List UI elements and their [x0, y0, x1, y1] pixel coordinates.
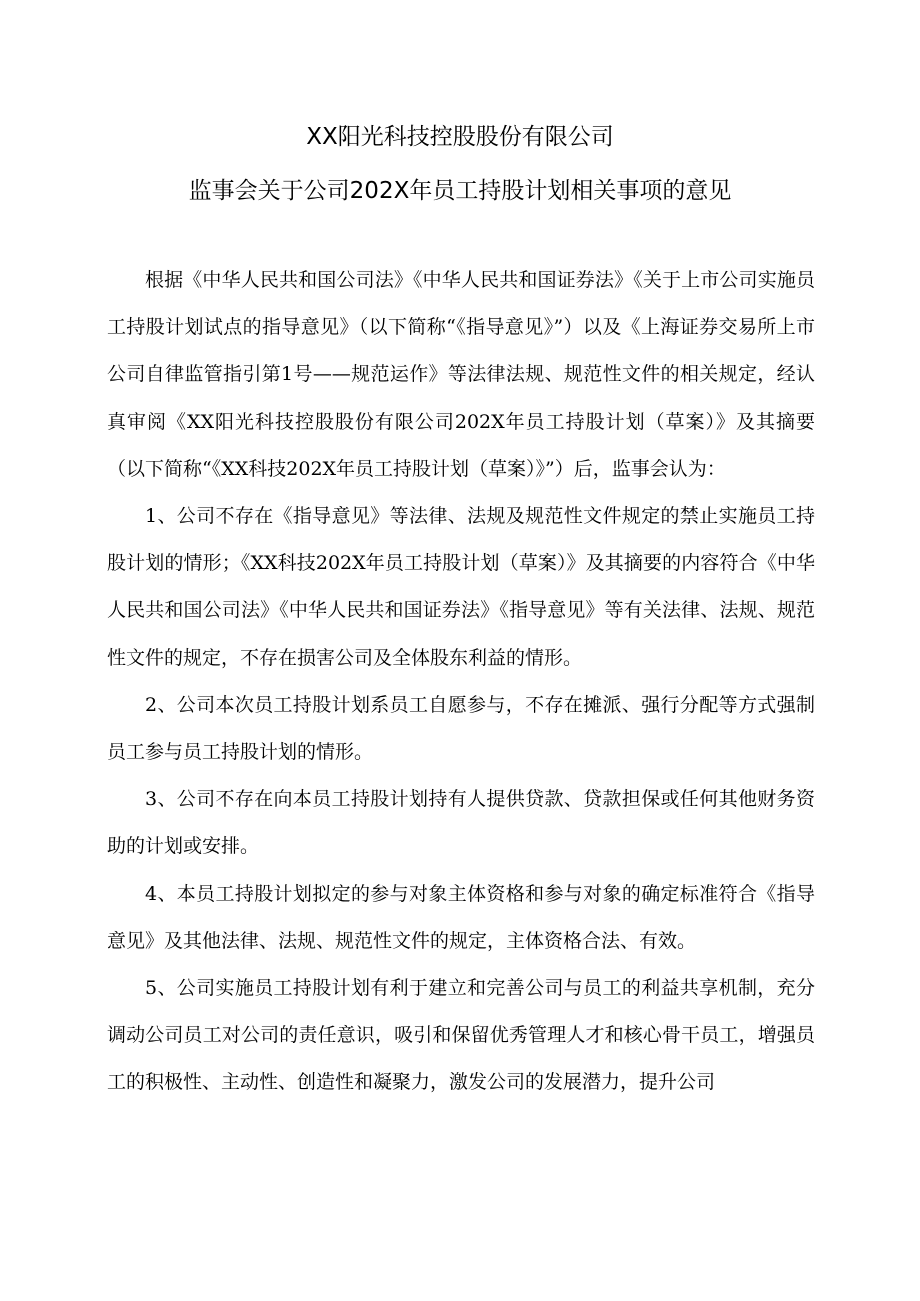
paragraph-item-5: 5、公司实施员工持股计划有利于建立和完善公司与员工的利益共享机制，充分调动公司员工对公司的责任意识，吸引和保留优秀管理人才和核心骨干员工，增强员工的积极性、主动性、创造性和凝聚力，激发公司的发展潜力，提升公司	[107, 977, 815, 1094]
paragraph-item-3: 3、公司不存在向本员工持股计划持有人提供贷款、贷款担保或任何其他财务资助的计划或安排。	[107, 788, 815, 858]
paragraph-intro: 根据《中华人民共和国公司法》《中华人民共和国证券法》《关于上市公司实施员工持股计划试点的指导意见》（以下简称“《指导意见》”）以及《上海证券交易所上市公司自律监管指引第1号——规范运作》等法律法规、规范性文件的相关规定，经认真审阅《XX阳光科技控股股份有限公司202X年员工持股计划（草案）》及其摘要（以下简称“《XX科技202X年员工持股计划（草案）》”）后，监事会认为：	[107, 269, 815, 480]
document-title-company: XX阳光科技控股股份有限公司	[306, 124, 614, 150]
paragraph-item-4: 4、本员工持股计划拟定的参与对象主体资格和参与对象的确定标准符合《指导意见》及其他法律、法规、规范性文件的规定，主体资格合法、有效。	[107, 882, 815, 952]
paragraph-item-1: 1、公司不存在《指导意见》等法律、法规及规范性文件规定的禁止实施员工持股计划的情形；《XX科技202X年员工持股计划（草案）》及其摘要的内容符合《中华人民共和国公司法》《中华人民共和国证券法》《指导意见》等有关法律、法规、规范性文件的规定，不存在损害公司及全体股东利益的情形。	[107, 505, 815, 669]
paragraph-item-2: 2、公司本次员工持股计划系员工自愿参与，不存在摊派、强行分配等方式强制员工参与员工持股计划的情形。	[107, 693, 815, 764]
document-body	[107, 257, 815, 1107]
document-title-subject: 监事会关于公司202X年员工持股计划相关事项的意见	[188, 178, 732, 204]
